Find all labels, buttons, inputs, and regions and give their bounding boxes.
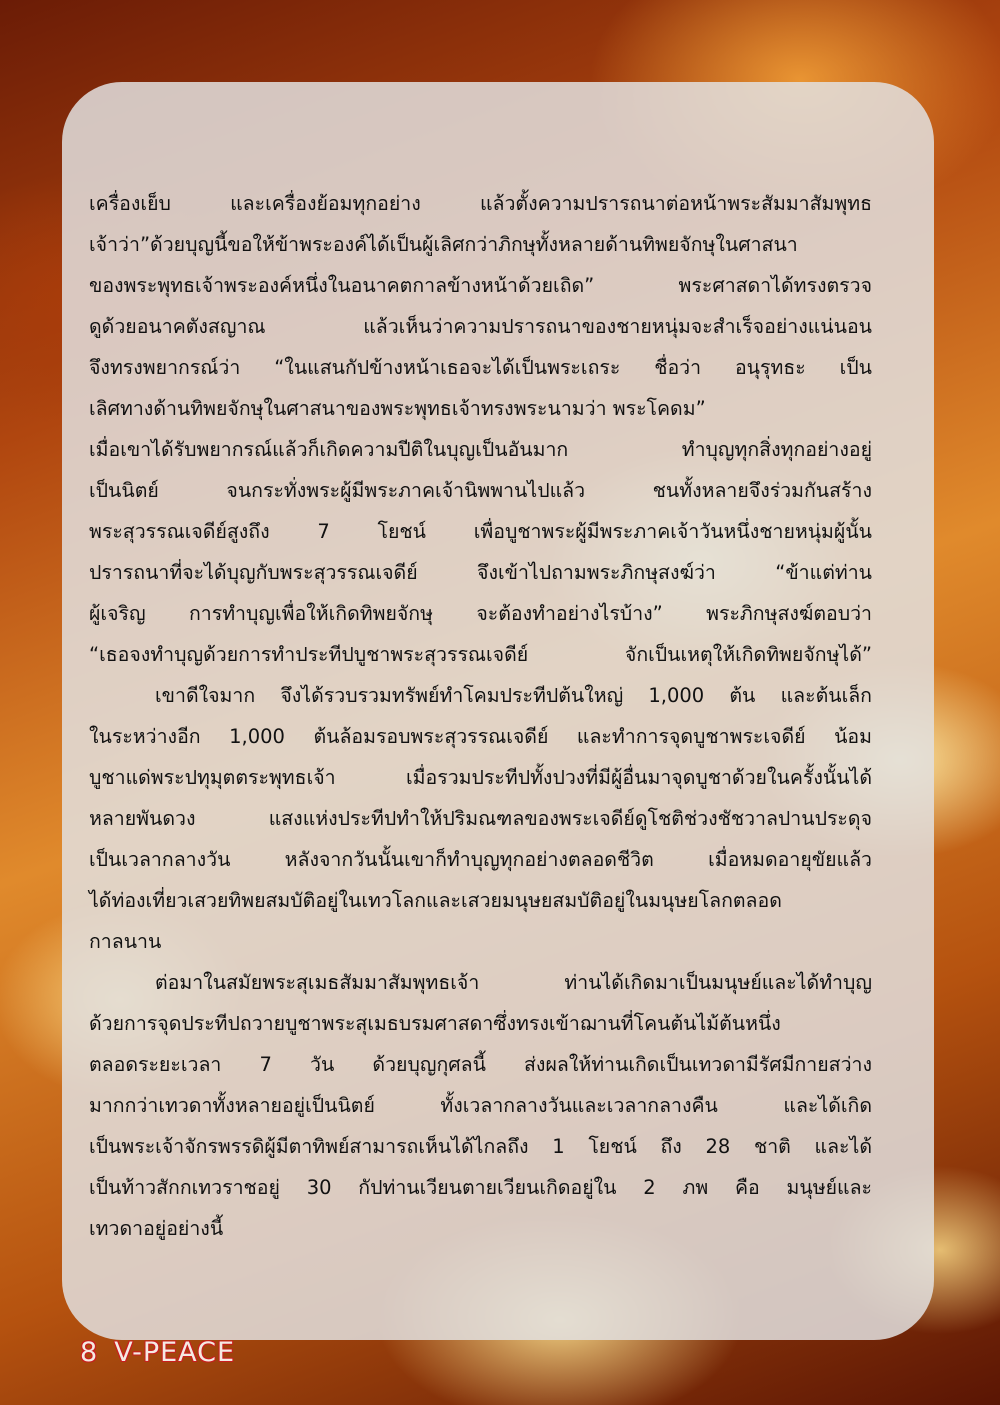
article-line: ในระหว่างอีก 1,000 ต้นล้อมรอบพระสุวรรณเจดีย์ และทำการจุดบูชาพระเจดีย์ น้อม [89,725,872,748]
article-line: เลิศทางด้านทิพยจักษุในศาสนาของพระพุทธเจ้าทรงพระนามว่า พระโคดม” [89,397,706,420]
article-line: ได้ท่องเที่ยวเสวยทิพยสมบัติอยู่ในเทวโลกและเสวยมนุษยสมบัติอยู่ในมนุษยโลกตลอด [89,889,782,912]
article-line: ของพระพุทธเจ้าพระองค์หนึ่งในอนาคตกาลข้างหน้าด้วยเถิด” พระศาสดาได้ทรงตรวจ [89,274,872,297]
article-line: ผู้เจริญ การทำบุญเพื่อให้เกิดทิพยจักษุ จะต้องทำอย่างไรบ้าง” พระภิกษุสงฆ์ตอบว่า [89,602,872,625]
article-line: เครื่องเย็บ และเครื่องย้อมทุกอย่าง แล้วตั้งความปรารถนาต่อหน้าพระสัมมาสัมพุทธ [89,192,872,215]
article-line: เมื่อเขาได้รับพยากรณ์แล้วก็เกิดความปีติในบุญเป็นอันมาก ทำบุญทุกสิ่งทุกอย่างอยู่ [89,438,872,461]
article-line: เป็นท้าวสักกเทวราชอยู่ 30 กัปท่านเวียนตายเวียนเกิดอยู่ใน 2 ภพ คือ มนุษย์และ [89,1176,872,1199]
article-line: หลายพันดวง แสงแห่งประทีปทำให้ปริมณฑลของพระเจดีย์ดูโชติช่วงชัชวาลปานประดุจ [89,807,872,830]
article-line: มากกว่าเทวดาทั้งหลายอยู่เป็นนิตย์ ทั้งเวลากลางวันและเวลากลางคืน และได้เกิด [89,1094,872,1117]
article-line: ต่อมาในสมัยพระสุเมธสัมมาสัมพุทธเจ้า ท่านได้เกิดมาเป็นมนุษย์และได้ทำบุญ [155,971,872,994]
article-line: “เธอจงทำบุญด้วยการทำประทีปบูชาพระสุวรรณเจดีย์ จักเป็นเหตุให้เกิดทิพยจักษุได้” [89,643,872,666]
article-line: เทวดาอยู่อย่างนี้ [89,1217,224,1240]
article-line: พระสุวรรณเจดีย์สูงถึง 7 โยชน์ เพื่อบูชาพระผู้มีพระภาคเจ้าวันหนึ่งชายหนุ่มผู้นั้น [89,520,872,543]
article-line: เป็นนิตย์ จนกระทั่งพระผู้มีพระภาคเจ้านิพพานไปแล้ว ชนทั้งหลายจึงร่วมกันสร้าง [89,479,872,502]
article-line: เจ้าว่า”ด้วยบุญนี้ขอให้ข้าพระองค์ได้เป็นผู้เลิศกว่าภิกษุทั้งหลายด้านทิพยจักษุในศาสนา [89,233,798,256]
article-line: บูชาแด่พระปทุมุตตระพุทธเจ้า เมื่อรวมประทีปทั้งปวงที่มีผู้อื่นมาจุดบูชาด้วยในครั้งนั้นได้ [89,766,872,789]
article-line: ดูด้วยอนาคตังสญาณ แล้วเห็นว่าความปรารถนาของชายหนุ่มจะสำเร็จอย่างแน่นอน [89,315,872,338]
article-line: ด้วยการจุดประทีปถวายบูชาพระสุเมธบรมศาสดาซึ่งทรงเข้าฌานที่โคนต้นไม้ต้นหนึ่ง [89,1012,781,1035]
article-line: จึงทรงพยากรณ์ว่า “ในแสนกัปข้างหน้าเธอจะได้เป็นพระเถระ ชื่อว่า อนุรุทธะ เป็น [89,356,872,379]
article-line: ปรารถนาที่จะได้บุญกับพระสุวรรณเจดีย์ จึงเข้าไปถามพระภิกษุสงฆ์ว่า “ข้าแต่ท่าน [89,561,872,584]
page-footer [80,1336,251,1370]
article-line: เป็นเวลากลางวัน หลังจากวันนั้นเขาก็ทำบุญทุกอย่างตลอดชีวิต เมื่อหมดอายุขัยแล้ว [89,848,872,871]
article-line: กาลนาน [89,930,162,953]
article-line: เป็นพระเจ้าจักรพรรดิผู้มีตาทิพย์สามารถเห็นได้ไกลถึง 1 โยชน์ ถึง 28 ชาติ และได้ [89,1135,872,1158]
magazine-name: V-PEACE [114,1337,236,1368]
article-line: ตลอดระยะเวลา 7 วัน ด้วยบุญกุศลนี้ ส่งผลให้ท่านเกิดเป็นเทวดามีรัศมีกายสว่าง [89,1053,872,1076]
article-line: เขาดีใจมาก จึงได้รวบรวมทรัพย์ทำโคมประทีปต้นใหญ่ 1,000 ต้น และต้นเล็ก [155,684,872,707]
page-number: 8 [80,1337,99,1368]
article-body [89,183,872,1249]
